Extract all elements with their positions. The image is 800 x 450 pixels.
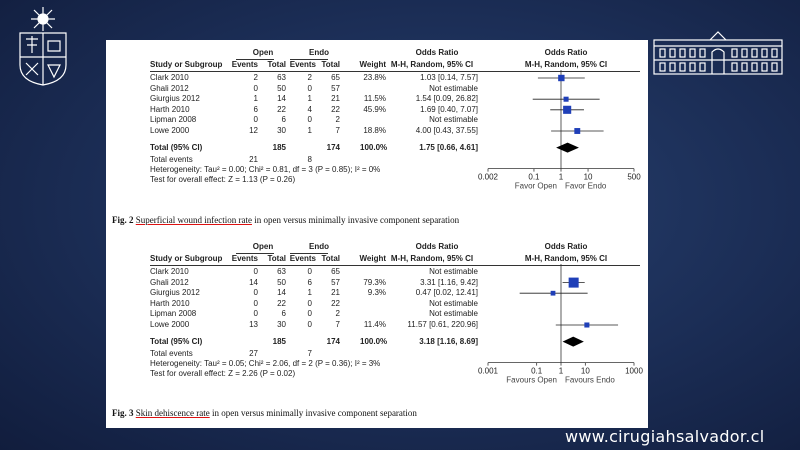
events-endo: 1 <box>307 288 312 298</box>
total-open: 50 <box>277 277 286 287</box>
study-name: Ghali 2012 <box>150 83 189 93</box>
events-endo: 1 <box>307 126 312 135</box>
group-open-header: Open <box>252 242 274 251</box>
odds-ratio-ci: 0.47 [0.02, 12.41] <box>415 288 478 298</box>
figure-number: Fig. 3 <box>112 408 134 418</box>
odds-ratio-ci: 3.31 [1.16, 9.42] <box>420 277 478 287</box>
caption-highlight: Superficial wound infection rate <box>135 215 252 225</box>
events-open: 13 <box>249 320 258 329</box>
total-endo: 22 <box>331 298 340 308</box>
plot-sub-header: M-H, Random, 95% CI <box>524 254 608 263</box>
favours-left-label: Favor Open <box>514 181 557 191</box>
odds-ratio-ci: Not estimable <box>429 309 478 319</box>
total-weight: 100.0% <box>360 336 388 346</box>
favours-left-label: Favours Open <box>506 375 557 385</box>
total-endo: 57 <box>331 277 340 287</box>
study-marker <box>584 322 589 327</box>
study-name: Lipman 2008 <box>150 309 197 319</box>
total-open: 6 <box>281 115 286 125</box>
x-tick-label: 1 <box>558 366 564 376</box>
events-open: 12 <box>249 126 258 135</box>
total-events-endo: 8 <box>307 154 312 164</box>
study-column-header: Study or Subgroup <box>150 254 223 263</box>
total-open-sum: 185 <box>272 336 286 346</box>
study-name: Lowe 2000 <box>150 320 190 329</box>
events-endo: 0 <box>307 267 312 276</box>
total-events-open: 27 <box>249 348 258 358</box>
odds-ratio-ci: 1.69 [0.40, 7.07] <box>420 104 478 114</box>
x-tick-label: 1000 <box>625 366 643 376</box>
events-open: 0 <box>253 298 258 308</box>
events-endo-header: Events <box>289 254 316 263</box>
study-column-header: Study or Subgroup <box>150 60 223 69</box>
events-open: 0 <box>253 83 258 93</box>
total-label: Total (95% CI) <box>150 142 203 152</box>
study-name: Giurgius 2012 <box>150 288 200 298</box>
total-endo-sum: 174 <box>326 142 340 152</box>
events-endo: 0 <box>307 298 312 308</box>
study-name: Clark 2010 <box>150 267 189 276</box>
total-open: 50 <box>277 83 286 93</box>
x-tick-label: 1 <box>558 172 564 182</box>
study-name: Lipman 2008 <box>150 115 197 125</box>
total-events-open: 21 <box>249 154 258 164</box>
total-open: 6 <box>281 309 286 319</box>
study-name: Harth 2010 <box>150 298 190 308</box>
total-events-label: Total events <box>150 154 193 164</box>
favours-right-label: Favours Endo <box>565 375 615 385</box>
study-name: Clark 2010 <box>150 73 189 82</box>
weight-value: 9.3% <box>367 288 386 298</box>
weight-value: 23.8% <box>363 73 386 82</box>
x-tick-label: 0.001 <box>477 366 499 376</box>
odds-ratio-sub-header: M-H, Random, 95% CI <box>390 254 474 263</box>
figure-caption <box>112 408 417 418</box>
total-odds-ratio-ci: 1.75 [0.66, 4.61] <box>419 142 478 152</box>
total-label: Total (95% CI) <box>150 336 203 346</box>
events-endo: 2 <box>307 73 312 82</box>
total-endo: 22 <box>331 104 340 114</box>
building-facade-icon <box>652 30 784 76</box>
total-open: 22 <box>277 104 286 114</box>
odds-ratio-ci: 1.54 [0.09, 26.82] <box>415 94 478 104</box>
weight-value: 18.8% <box>363 126 386 135</box>
total-weight: 100.0% <box>360 142 388 152</box>
events-endo: 0 <box>307 83 312 93</box>
events-endo: 0 <box>307 320 312 329</box>
total-open: 30 <box>277 320 286 329</box>
plot-title: Odds Ratio <box>544 242 588 251</box>
total-open-header: Total <box>267 60 286 69</box>
odds-ratio-ci: Not estimable <box>429 298 478 308</box>
total-open: 63 <box>277 267 286 276</box>
odds-ratio-ci: Not estimable <box>429 83 478 93</box>
total-endo: 2 <box>335 309 340 319</box>
total-endo-header: Total <box>321 254 340 263</box>
events-endo: 0 <box>307 115 312 125</box>
events-open: 0 <box>253 309 258 319</box>
total-open: 14 <box>277 94 286 104</box>
total-endo: 57 <box>331 83 340 93</box>
study-name: Harth 2010 <box>150 104 190 114</box>
x-tick-label: 0.002 <box>477 172 499 182</box>
odds-ratio-ci: 1.03 [0.14, 7.57] <box>420 73 478 82</box>
total-open: 30 <box>277 126 286 135</box>
events-endo: 1 <box>307 94 312 104</box>
total-open: 14 <box>277 288 286 298</box>
events-open: 0 <box>253 288 258 298</box>
study-marker <box>569 278 579 288</box>
events-open: 0 <box>253 115 258 125</box>
total-endo-header: Total <box>321 60 340 69</box>
events-endo-header: Events <box>289 60 316 69</box>
events-endo: 0 <box>307 309 312 319</box>
odds-ratio-ci: 11.57 [0.61, 220.96] <box>407 320 478 329</box>
events-open: 14 <box>249 277 258 287</box>
total-open-header: Total <box>267 254 286 263</box>
x-tick-label: 10 <box>580 366 590 376</box>
events-open: 6 <box>253 104 258 114</box>
odds-ratio-ci: 4.00 [0.43, 37.55] <box>415 126 478 135</box>
x-tick-label: 0.1 <box>528 172 540 182</box>
caption-highlight: Skin dehiscence rate <box>135 408 210 418</box>
total-endo: 21 <box>331 94 340 104</box>
website-url[interactable]: www.cirugiahsalvador.cl <box>565 427 765 446</box>
total-odds-ratio-ci: 3.18 [1.16, 8.69] <box>419 336 478 346</box>
total-endo: 21 <box>331 288 340 298</box>
study-marker <box>551 291 556 296</box>
x-tick-label: 0.1 <box>531 366 543 376</box>
total-endo: 7 <box>335 126 340 135</box>
x-tick-label: 500 <box>627 172 641 182</box>
total-endo: 65 <box>331 73 340 82</box>
study-name: Giurgius 2012 <box>150 94 200 104</box>
group-endo-header: Endo <box>309 48 329 57</box>
x-tick-label: 10 <box>583 172 593 182</box>
weight-value: 11.5% <box>363 94 386 104</box>
odds-ratio-header: Odds Ratio <box>415 48 459 57</box>
total-endo: 7 <box>335 320 340 329</box>
plot-sub-header: M-H, Random, 95% CI <box>524 60 608 69</box>
total-events-label: Total events <box>150 348 193 358</box>
document-panel <box>106 40 648 428</box>
total-endo: 2 <box>335 115 340 125</box>
plot-title: Odds Ratio <box>544 48 588 57</box>
heterogeneity-stats: Heterogeneity: Tau² = 0.00; Chi² = 0.81, df = 3 (P = 0.85); I² = 0% <box>150 164 381 174</box>
weight-value: 45.9% <box>363 104 386 114</box>
events-open-header: Events <box>231 60 258 69</box>
group-endo-header: Endo <box>309 242 329 251</box>
events-open: 1 <box>253 94 258 104</box>
weight-value: 11.4% <box>363 320 386 329</box>
odds-ratio-header: Odds Ratio <box>415 242 459 251</box>
total-open: 22 <box>277 298 286 308</box>
overall-effect-test: Test for overall effect: Z = 2.26 (P = 0.02) <box>150 368 296 378</box>
events-open-header: Events <box>231 254 258 263</box>
weight-header: Weight <box>359 60 386 69</box>
total-endo-sum: 174 <box>326 336 340 346</box>
total-open-sum: 185 <box>272 142 286 152</box>
heterogeneity-stats: Heterogeneity: Tau² = 0.05; Chi² = 2.06, df = 2 (P = 0.36); I² = 3% <box>150 358 381 368</box>
figure-number: Fig. 2 <box>112 215 134 225</box>
total-endo: 65 <box>331 267 340 276</box>
forest-plot <box>106 40 648 428</box>
group-open-header: Open <box>252 48 274 57</box>
study-name: Ghali 2012 <box>150 277 189 287</box>
total-open: 63 <box>277 73 286 82</box>
events-endo: 4 <box>307 104 312 114</box>
odds-ratio-ci: Not estimable <box>429 115 478 125</box>
favours-right-label: Favor Endo <box>565 181 607 191</box>
caption-text: in open versus minimally invasive component separation <box>251 215 460 225</box>
odds-ratio-sub-header: M-H, Random, 95% CI <box>390 60 474 69</box>
events-open: 0 <box>253 267 258 276</box>
university-crest-icon <box>8 5 78 87</box>
events-open: 2 <box>253 73 258 82</box>
pooled-diamond <box>563 337 584 347</box>
overall-effect-test: Test for overall effect: Z = 1.13 (P = 0.26) <box>150 174 296 184</box>
weight-header: Weight <box>359 254 386 263</box>
total-events-endo: 7 <box>307 348 312 358</box>
weight-value: 79.3% <box>363 277 386 287</box>
study-name: Lowe 2000 <box>150 126 190 135</box>
odds-ratio-ci: Not estimable <box>429 267 478 276</box>
caption-text: in open versus minimally invasive component separation <box>209 408 417 418</box>
events-endo: 6 <box>307 277 312 287</box>
